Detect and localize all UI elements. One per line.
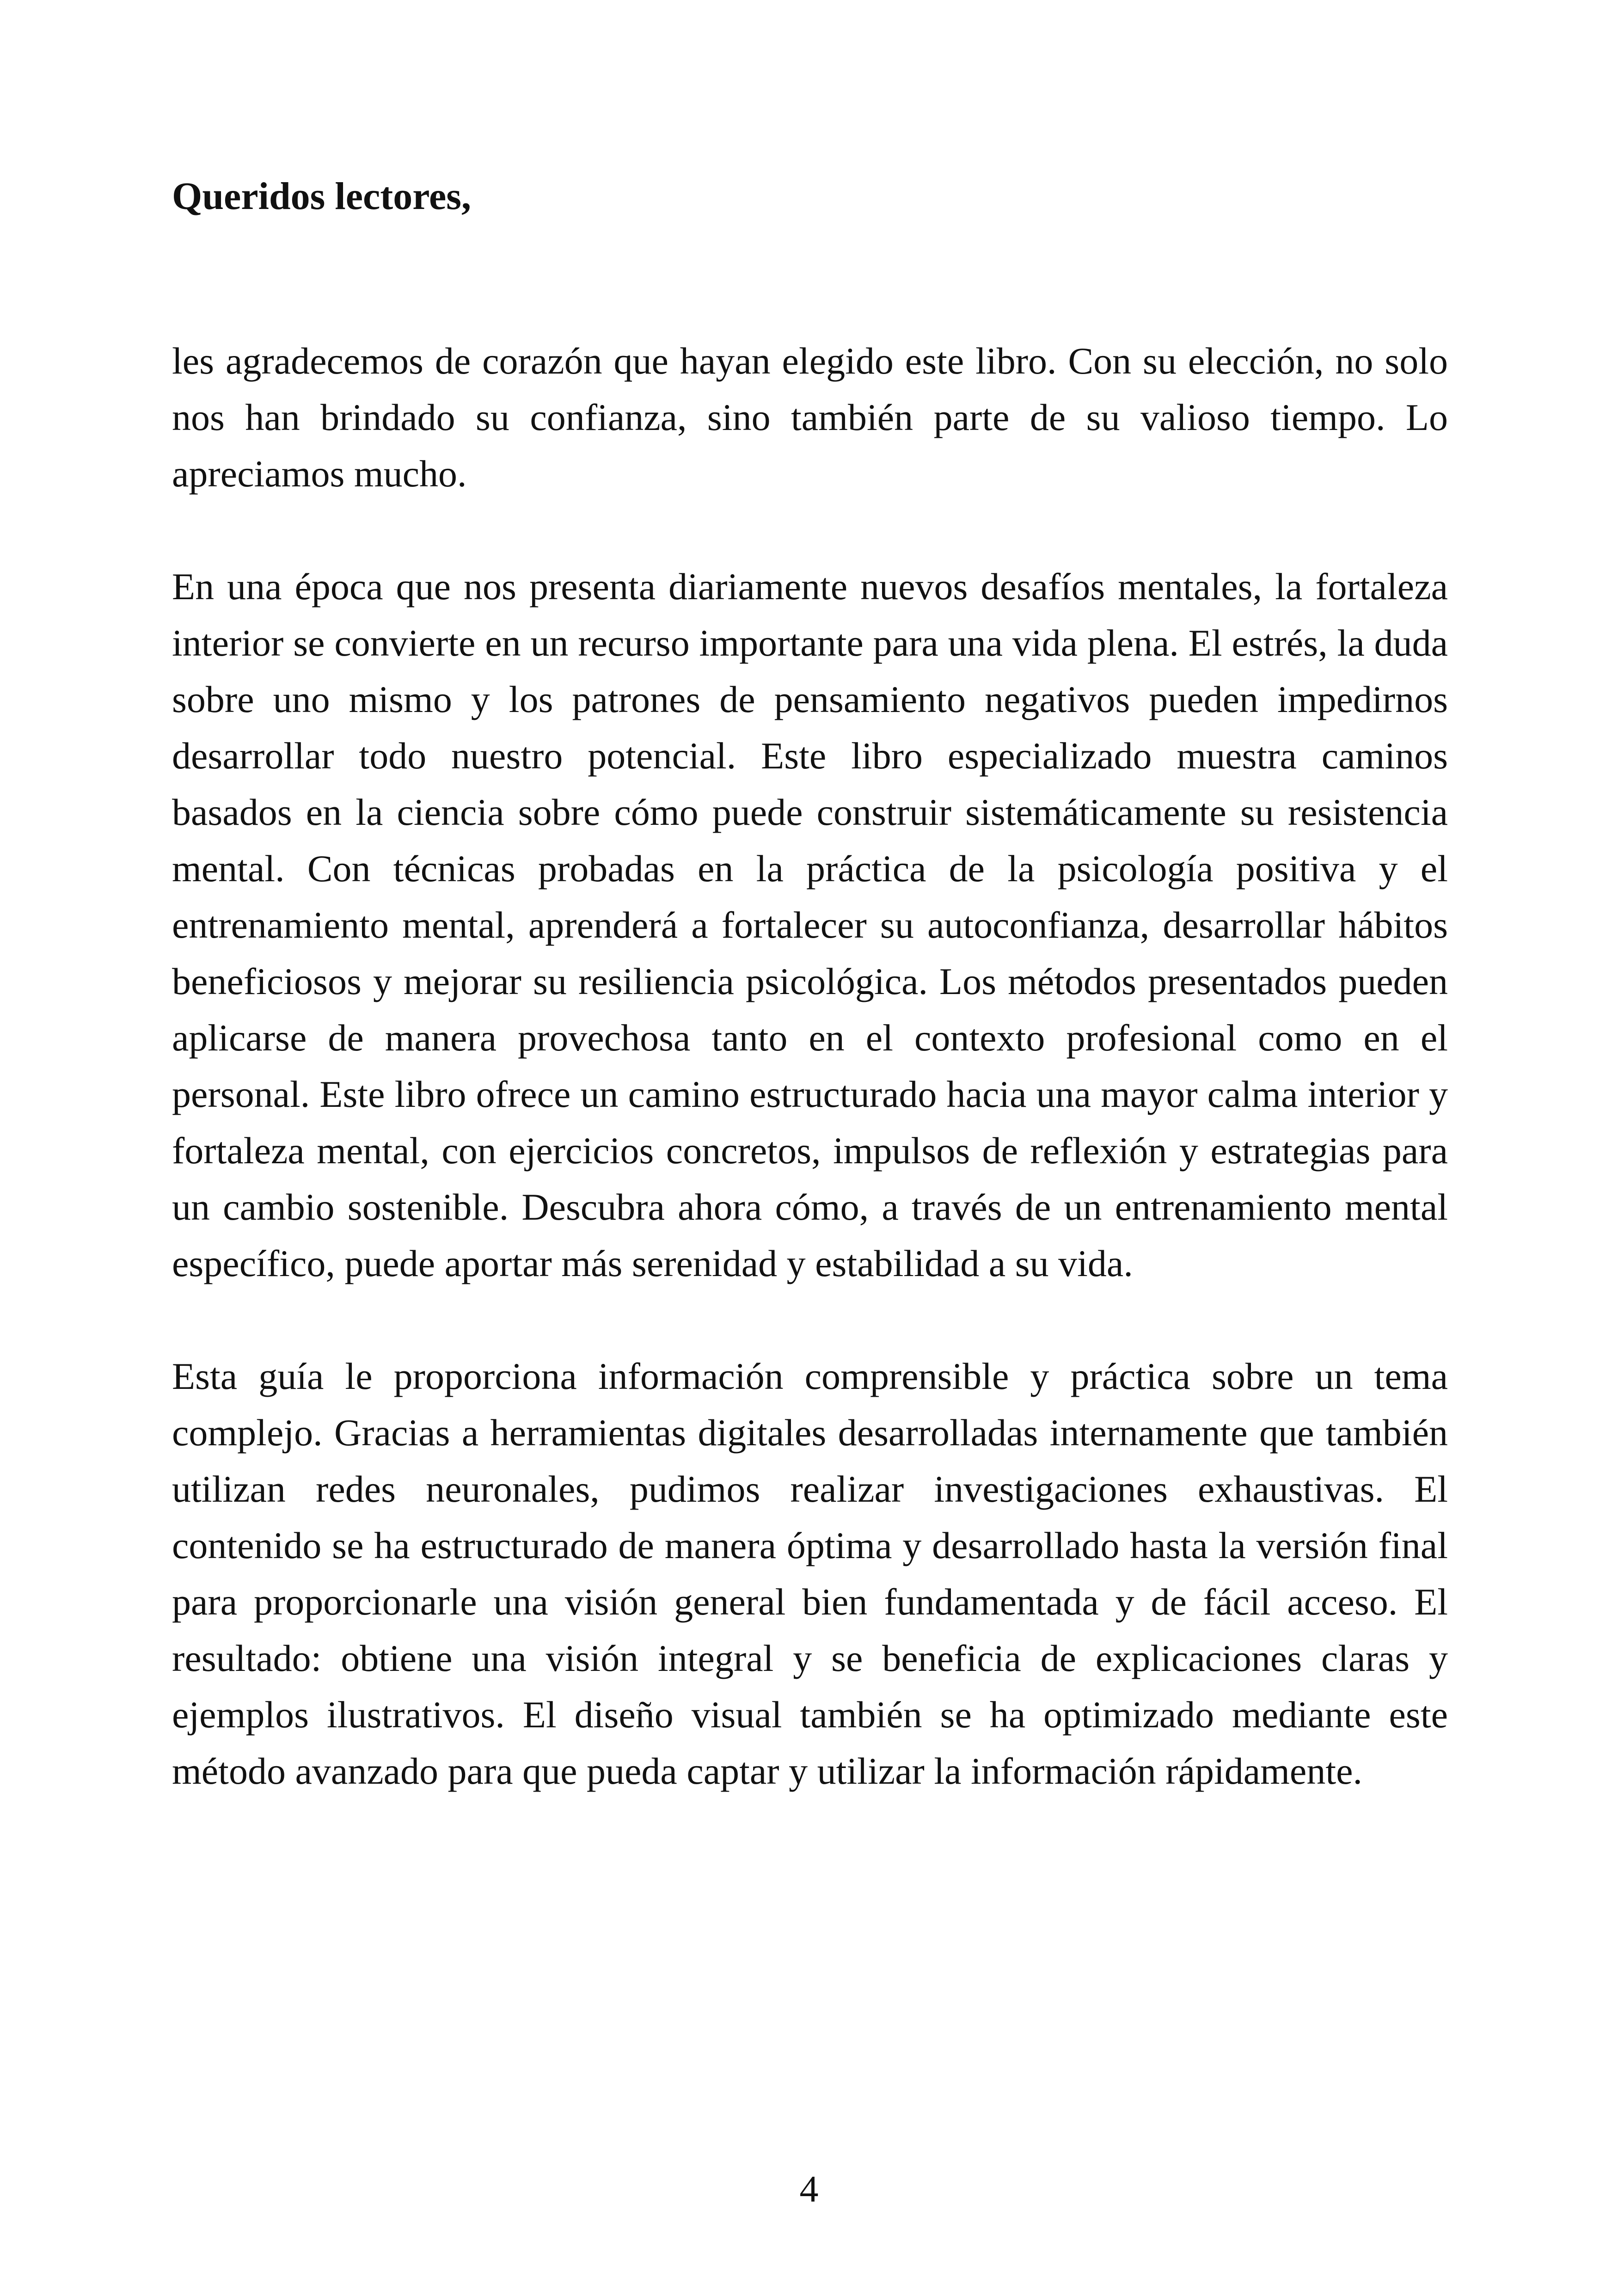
paragraph-book-description: En una época que nos presenta diariamente nuevos desafíos mentales, la fortaleza interior se convierte en un recurso importante para una vida plena. El estrés, la duda sobre uno mismo y los patrones de pensamiento negativos pueden impedirnos desarrollar todo nuestro potencial. Este libro especializado muestra caminos basados en la ciencia sobre cómo puede construir sistemáticamente su resistencia mental. Con técnicas probadas en la práctica de la psicología positiva y el entrenamiento mental, aprenderá a fortalecer su autoconfianza, desarrollar hábitos beneficiosos y mejorar su resiliencia psicológica. Los métodos presentados pueden aplicarse de manera provechosa tanto en el contexto profesional como en el personal. Este libro ofrece un camino estructurado hacia una mayor calma interior y fortaleza mental, con ejercicios concretos, impulsos de reflexión y estrategias para un cambio sostenible. Descubra ahora cómo, a través de un entrenamiento mental específico, puede aportar más serenidad y estabilidad a su vida. <box>172 565 1448 1284</box>
paragraph-gratitude: les agradecemos de corazón que hayan elegido este libro. Con su elección, no solo nos han brindado su confianza, sino también parte de su valioso tiempo. Lo apreciamos mucho. <box>172 340 1448 495</box>
body-text <box>172 333 1448 1856</box>
salutation-heading: Queridos lectores, <box>172 175 471 218</box>
page-number: 4 <box>799 2168 819 2210</box>
paragraph-guide-method: Esta guía le proporciona información comprensible y práctica sobre un tema complejo. Gracias a herramientas digitales desarrolladas internamente que también utilizan redes neuronales, pudimos realizar investigaciones exhaustivas. El contenido se ha estructurado de manera óptima y desarrollado hasta la versión final para proporcionarle una visión general bien fundamentada y de fácil acceso. El resultado: obtiene una visión integral y se beneficia de explicaciones claras y ejemplos ilustrativos. El diseño visual también se ha optimizado mediante este método avanzado para que pueda captar y utilizar la información rápidamente. <box>172 1355 1448 1792</box>
